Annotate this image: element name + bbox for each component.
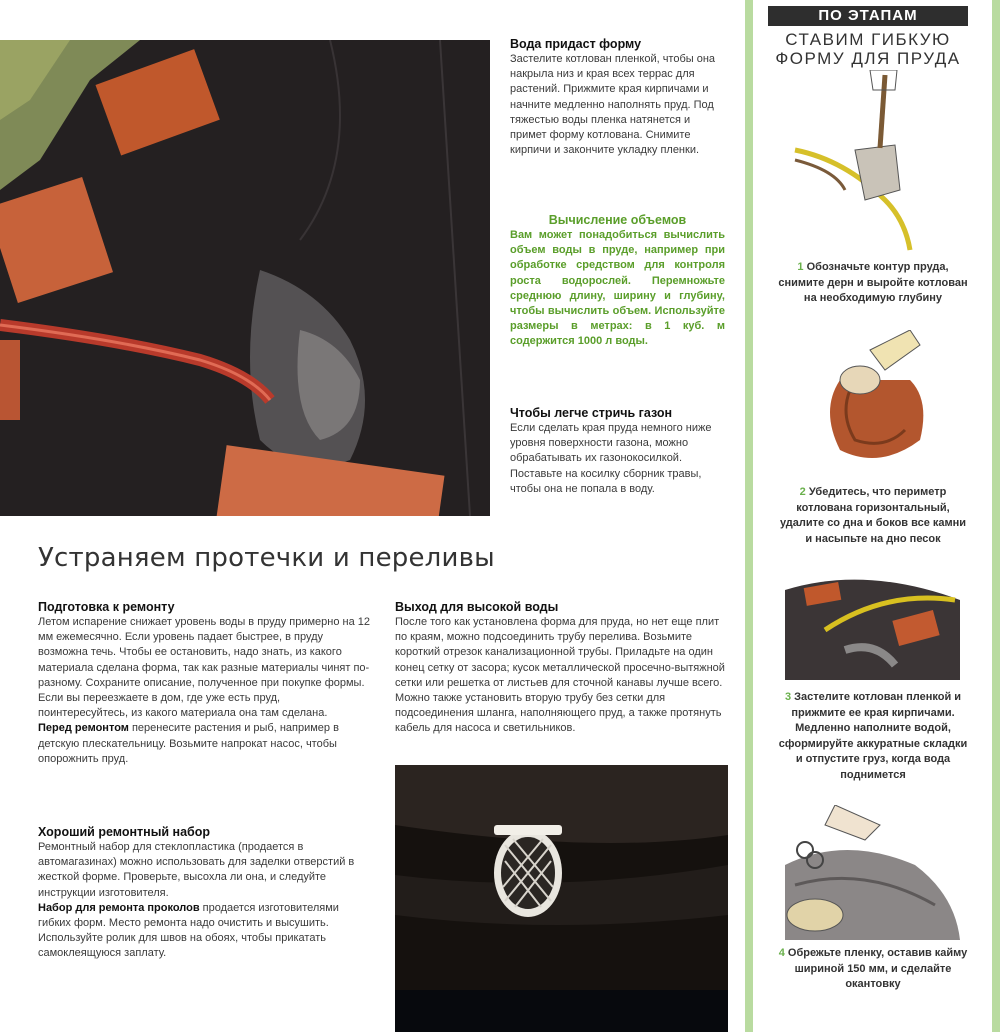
section-volume-title: Вычисление объемов — [548, 213, 687, 227]
sidebar-header: ПО ЭТАПАМ — [768, 6, 968, 26]
section-prep-text2-span: перенесите растения и рыб, например в детскую плескательницу. Возьмите напрокат насос, чтобы опорожнить пруд. — [38, 722, 339, 765]
step2-illustration — [800, 330, 950, 480]
section-prep — [38, 599, 373, 767]
step-1 — [778, 260, 968, 307]
step-2-number: 2 — [799, 486, 806, 498]
section-lawn-text: Если сделать края пруда немного ниже уровня поверхности газона, можно обрабатывать их газонокосилкой. Поставьте на косилку сборник травы, чтобы она не попала в воду. — [510, 422, 712, 495]
section-volume — [510, 212, 725, 350]
step-3-text: Застелите котлован пленкой и прижмите ее края кирпичами. Медленно наполните водой, сформируйте аккуратные складки и отпустите груз, когда вода поднимется — [778, 691, 968, 781]
section-kit-text2 — [38, 901, 373, 962]
section-prep-text2 — [38, 721, 373, 767]
step4-illustration — [785, 805, 965, 940]
section-prep-text: Летом испарение снижает уровень воды в пруду примерно на 12 мм ежемесячно. Если уровень падает быстрее, в пруду возможна течь. Чтобы ее остановить, надо знать, из какого материала сделана форма, так как разные материалы чинят по-разному. Сохраните описание, полученное при покупке формы. Если вы переезжаете в дом, где уже есть пруд, поинтересуйтесь, из какого материала она там сделана. — [38, 616, 371, 720]
step-4-number: 4 — [778, 947, 785, 959]
step-4-text: Обрежьте пленку, оставив кайму шириной 150 мм, и сделайте окантовку — [787, 947, 968, 990]
section-lawn-title: Чтобы легче стричь газон — [510, 406, 673, 420]
section-lawn — [510, 405, 725, 497]
step-3 — [778, 690, 968, 783]
sidebar-border-right — [992, 0, 1000, 1032]
step1-illustration — [785, 70, 960, 260]
section-prep-bold: Перед ремонтом — [38, 722, 129, 735]
pond-liner-photo — [0, 40, 490, 516]
step-1-text: Обозначьте контур пруда, снимите дерн и выройте котлован на необходимую глубину — [778, 261, 968, 304]
step-2-text: Убедитесь, что периметр котлована горизонтальный, удалите со дна и боков все камни и насыпьте на дно песок — [779, 486, 967, 545]
section-water-title: Вода придаст форму — [510, 37, 642, 51]
step-4 — [778, 946, 968, 993]
section-water — [510, 36, 725, 158]
step3-illustration — [785, 570, 960, 680]
section-kit-text: Ремонтный набор для стеклопластика (продается в автомагазинах) можно использовать для заделки отверстий в жесткой форме. Проверьте, высохла ли она, и следуйте инструкции изготовителя. — [38, 841, 355, 899]
section-kit-bold: Набор для ремонта проколов — [38, 901, 200, 914]
main-title: Устраняем протечки и переливы — [38, 543, 495, 573]
section-volume-text: Вам может понадобиться вычислить объем воды в пруде, например при обработке средством для контроля роста водорослей. Перемножьте среднюю длину, ширину и глубину, чтобы вычислить объем. Используйте размеры в метрах: в 1 куб. м содержится 1000 л воды. — [510, 229, 725, 348]
step-3-number: 3 — [784, 691, 792, 703]
sidebar-subtitle: СТАВИМ ГИБКУЮ ФОРМУ ДЛЯ ПРУДА — [775, 30, 961, 68]
section-water-text: Застелите котлован пленкой, чтобы она накрыла низ и края всех террас для растений. Прижмите края кирпичами и начните медленно наполнять пруд. Под тяжестью воды пленка натянется и примет форму котлована. Снимите кирпичи и закончите укладку пленки. — [510, 53, 716, 157]
section-kit-title: Хороший ремонтный набор — [38, 825, 211, 839]
section-kit — [38, 824, 373, 962]
step-1-number: 1 — [797, 261, 804, 273]
section-overflow-text: После того как установлена форма для пруда, но нет еще плит по краям, можно подсоединить трубу перелива. Возьмите короткий отрезок канализационной трубы. Приладьте на один конец сетку от засора; кусок металлической просечно-вытяжной сетки или решетка от листьев для сточной канавы лучше всего. Можно также установить вторую трубу без сетки для подсоединения шланга, наполняющего пруд, а также протянуть кабель для насоса и светильников. — [395, 616, 725, 735]
section-overflow-title: Выход для высокой воды — [395, 600, 559, 614]
sidebar-border-left — [745, 0, 753, 1032]
section-kit-text2-span: продается изготовителями гибких форм. Место ремонта надо очистить и высушить. Используйте ролик для швов на обоях, чтобы прикатать самоклеящуюся заплату. — [38, 901, 339, 960]
step-2 — [778, 485, 968, 547]
section-overflow — [395, 599, 728, 737]
overflow-pipe-photo — [395, 765, 728, 1032]
section-prep-title: Подготовка к ремонту — [38, 600, 175, 614]
